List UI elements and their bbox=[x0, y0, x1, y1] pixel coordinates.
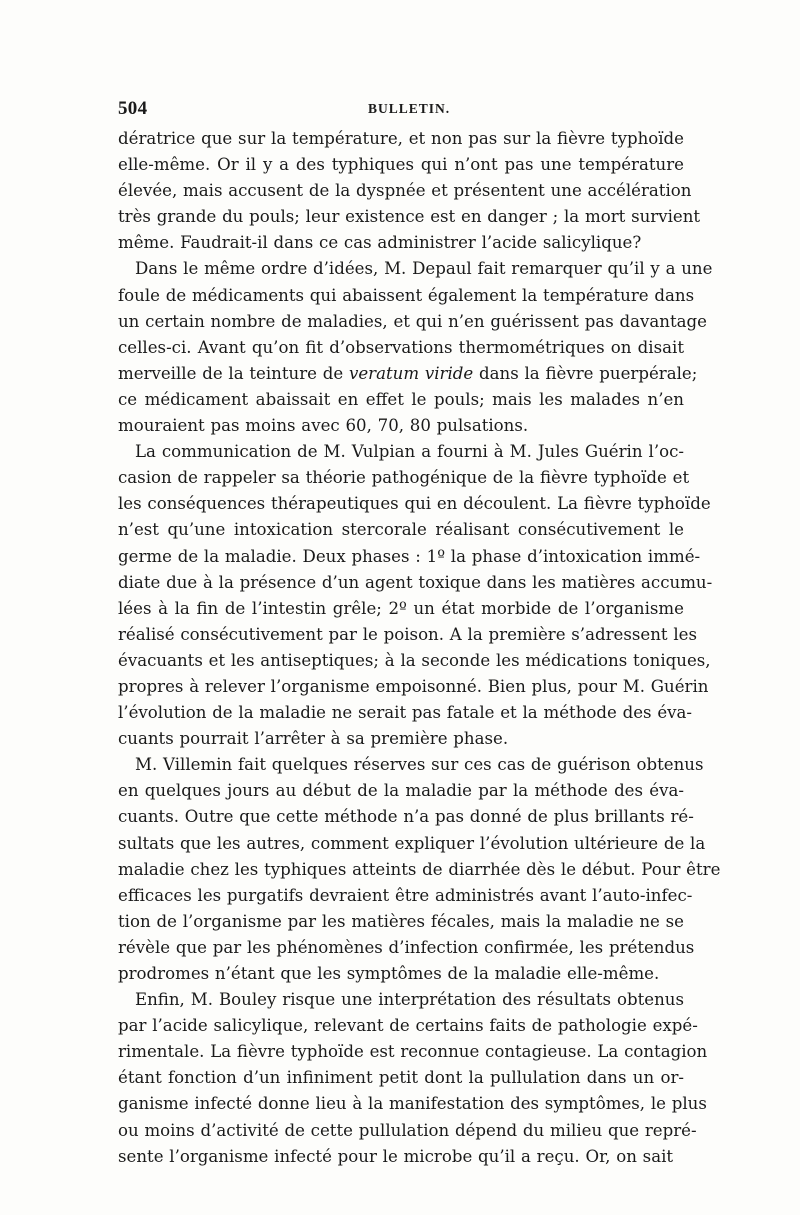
paragraph bbox=[118, 752, 721, 987]
text-line: lées à la fin de l’intestin grêle; 2º un état morbide de l’organisme bbox=[118, 598, 684, 618]
text-line: n’est qu’une intoxication stercorale réalisant consécutivement le bbox=[118, 520, 684, 540]
text-line: merveille de la teinture de veratum viride dans la fièvre puerpérale; bbox=[118, 363, 698, 383]
text-line: Dans le même ordre d’idées, M. Depaul fait remarquer qu’il y a une bbox=[135, 259, 713, 279]
text-line: réalisé consécutivement par le poison. A la première s’adressent les bbox=[118, 624, 697, 644]
text-line: celles-ci. Avant qu’on fit d’observations thermométriques on disait bbox=[118, 337, 684, 357]
text-line: foule de médicaments qui abaissent également la température dans bbox=[118, 285, 695, 305]
text-line: diate due à la présence d’un agent toxique dans les matières accumu- bbox=[118, 572, 713, 592]
text-line: sente l’organisme infecté pour le microbe qu’il a reçu. Or, on sait bbox=[118, 1146, 674, 1166]
text-line: élevée, mais accusent de la dyspnée et présentent une accélération bbox=[118, 181, 692, 201]
italic-term: veratum viride bbox=[348, 363, 474, 383]
text-line: rimentale. La fièvre typhoïde est reconnue contagieuse. La contagion bbox=[118, 1042, 708, 1062]
text-line: elle-même. Or il y a des typhiques qui n’ont pas une température bbox=[118, 155, 684, 175]
paragraph bbox=[118, 256, 713, 439]
text-line: prodromes n’étant que les symptômes de la maladie elle-même. bbox=[118, 964, 660, 983]
text-line: tion de l’organisme par les matières fécales, mais la maladie ne se bbox=[118, 911, 684, 931]
page-header bbox=[118, 98, 684, 120]
paragraph bbox=[118, 439, 713, 752]
text-line: en quelques jours au début de la maladie par la méthode des éva- bbox=[118, 781, 684, 801]
text-line: cuants. Outre que cette méthode n’a pas donné de plus brillants ré- bbox=[118, 807, 694, 827]
text-line: ou moins d’activité de cette pullulation dépend du milieu que repré- bbox=[118, 1120, 697, 1140]
text-line: ce médicament abaissait en effet le pouls; mais les malades n’en bbox=[118, 389, 684, 409]
text-line: efficaces les purgatifs devraient être administrés avant l’auto-infec- bbox=[118, 885, 693, 905]
text-line: par l’acide salicylique, relevant de certains faits de pathologie expé- bbox=[118, 1016, 698, 1036]
text-line: même. Faudrait-il dans ce cas administrer l’acide salicylique? bbox=[118, 233, 642, 253]
text-line: un certain nombre de maladies, et qui n’en guérissent pas davantage bbox=[118, 311, 707, 331]
text-line: M. Villemin fait quelques réserves sur ces cas de guérison obtenus bbox=[135, 755, 704, 775]
text-line: maladie chez les typhiques atteints de diarrhée dès le début. Pour être bbox=[118, 859, 721, 879]
text-line: l’évolution de la maladie ne serait pas fatale et la méthode des éva- bbox=[118, 703, 693, 723]
text-line: les conséquences thérapeutiques qui en découlent. La fièvre typhoïde bbox=[118, 494, 711, 514]
text-line: mouraient pas moins avec 60, 70, 80 pulsations. bbox=[118, 416, 529, 436]
text-line: étant fonction d’un infiniment petit dont la pullulation dans un or- bbox=[118, 1068, 684, 1088]
text-line: casion de rappeler sa théorie pathogénique de la fièvre typhoïde et bbox=[118, 468, 690, 488]
text-line: propres à relever l’organisme empoisonné. Bien plus, pour M. Guérin bbox=[118, 676, 709, 696]
text-line: La communication de M. Vulpian a fourni à M. Jules Guérin l’oc- bbox=[135, 442, 684, 462]
text-line: ganisme infecté donne lieu à la manifestation des symptômes, le plus bbox=[118, 1094, 707, 1114]
page-number: 504 bbox=[118, 98, 148, 119]
paragraph bbox=[118, 987, 708, 1170]
text-line: sultats que les autres, comment expliquer l’évolution ultérieure de la bbox=[118, 833, 706, 853]
body-text bbox=[118, 126, 721, 1170]
text-line: très grande du pouls; leur existence est en danger ; la mort survient bbox=[118, 207, 701, 227]
paragraph bbox=[118, 126, 701, 256]
text-line: dératrice que sur la température, et non pas sur la fièvre typhoïde bbox=[118, 129, 684, 148]
text-line: révèle que par les phénomènes d’infection confirmée, les prétendus bbox=[118, 937, 695, 957]
text-line: germe de la maladie. Deux phases : 1º la phase d’intoxication immé- bbox=[118, 546, 701, 566]
text-line: évacuants et les antiseptiques; à la seconde les médications toniques, bbox=[118, 650, 711, 670]
text-line: Enfin, M. Bouley risque une interprétation des résultats obtenus bbox=[135, 990, 684, 1010]
running-head: BULLETIN. bbox=[368, 101, 451, 116]
text-line: cuants pourrait l’arrêter à sa première phase. bbox=[118, 729, 509, 749]
